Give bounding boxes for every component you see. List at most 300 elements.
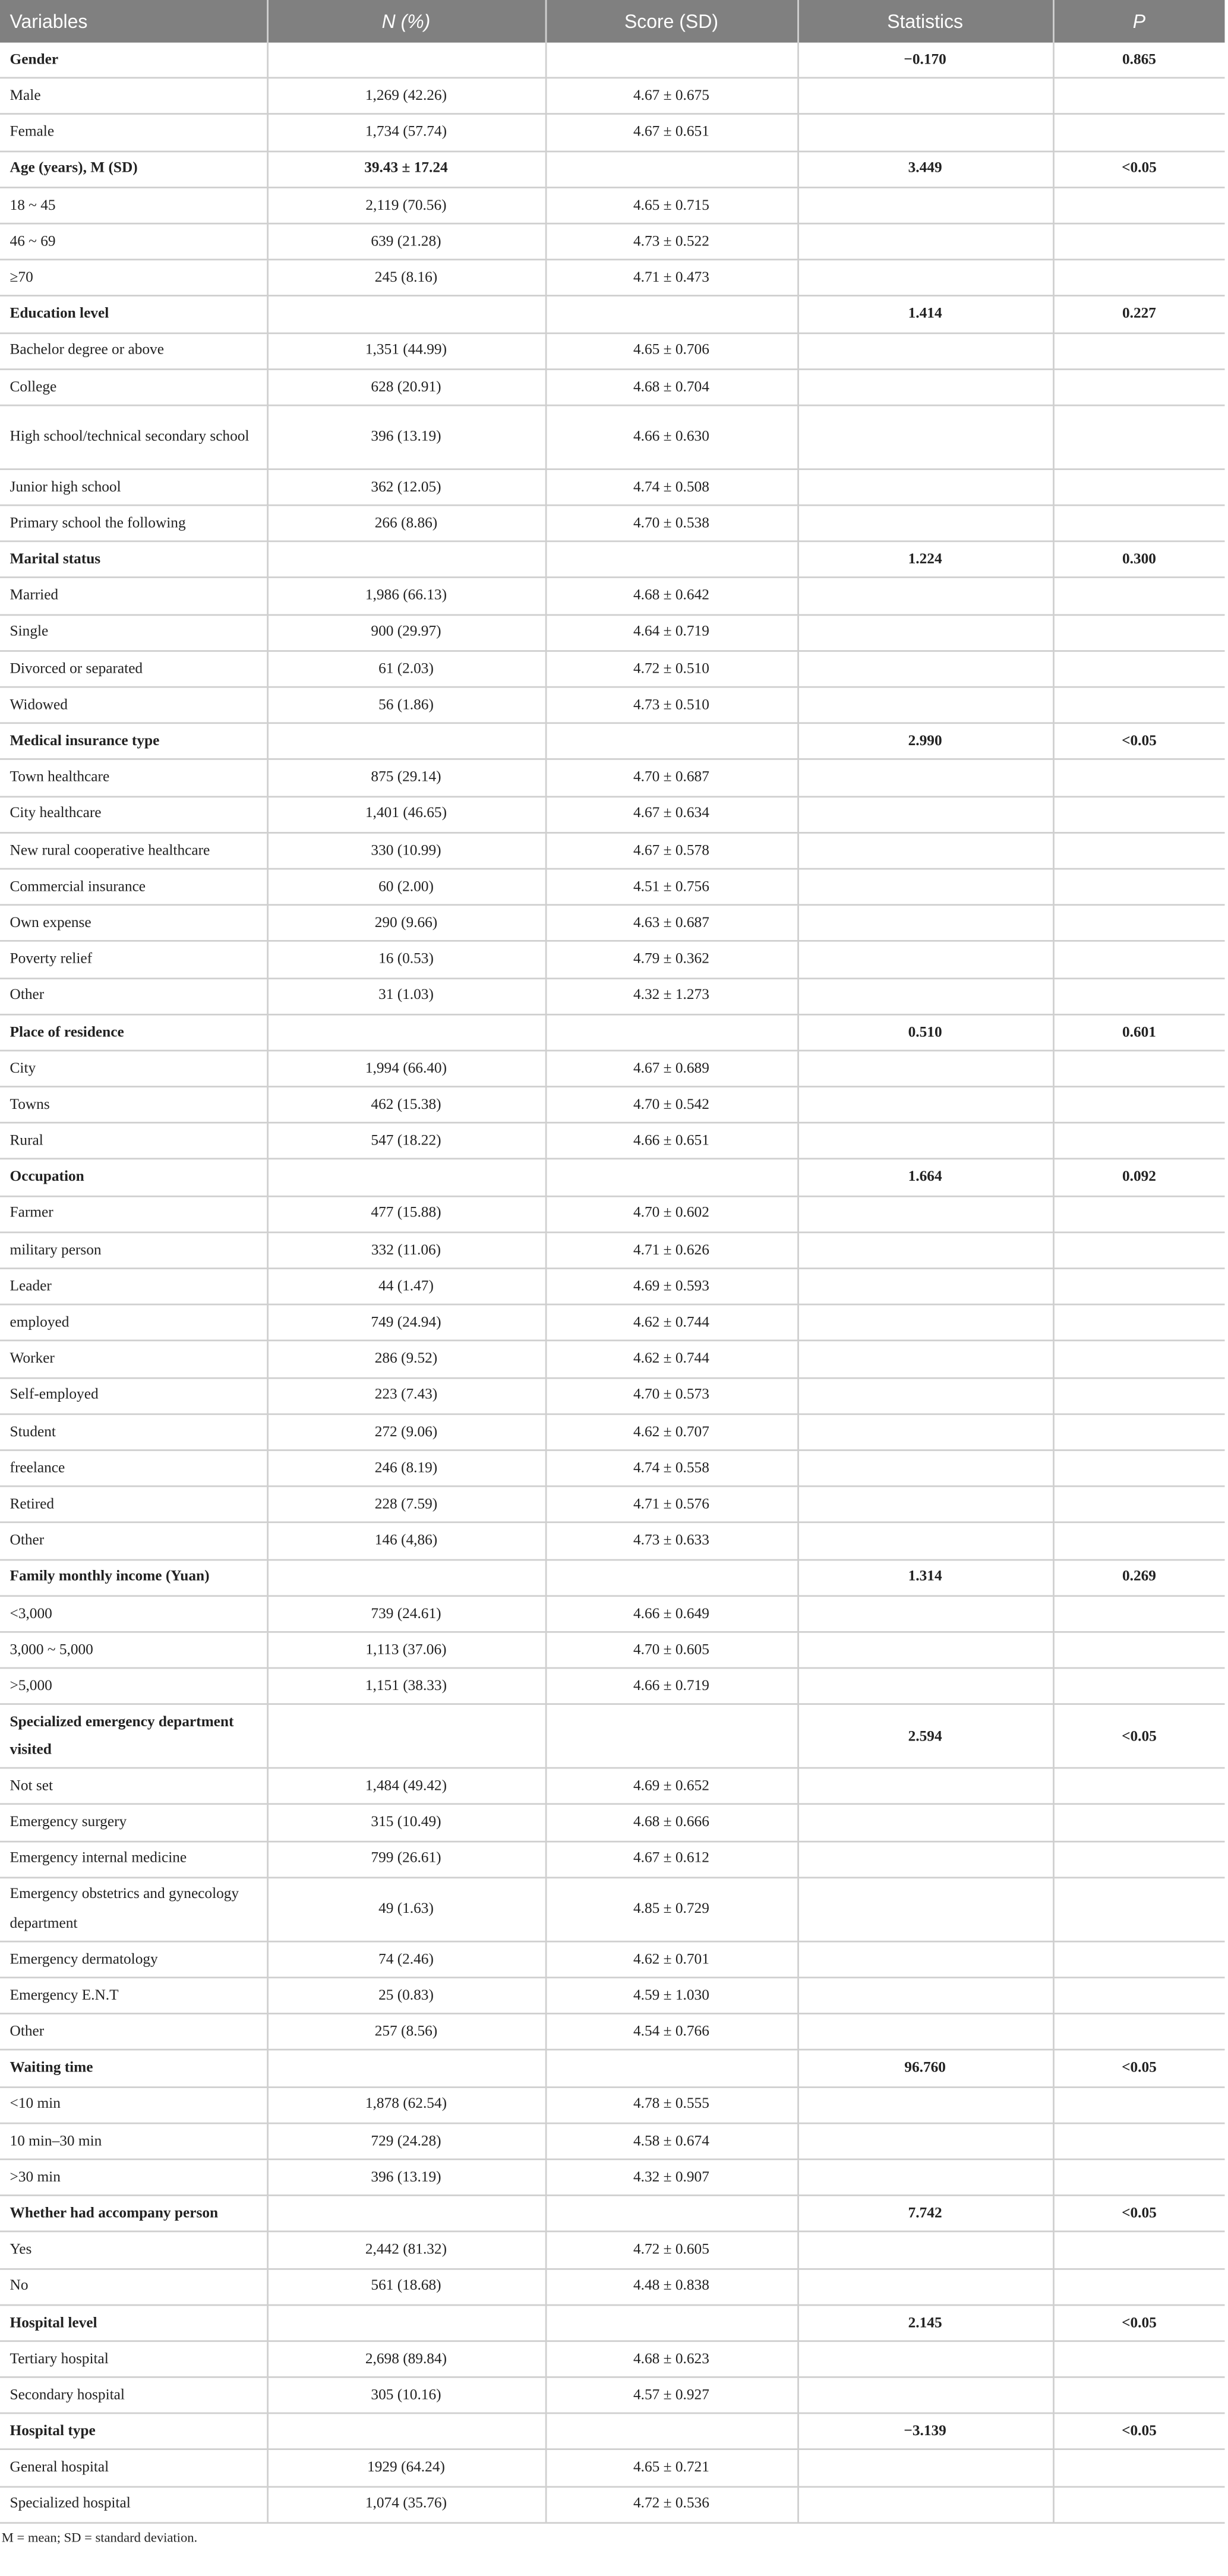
score-cell bbox=[545, 296, 797, 332]
statistics-cell bbox=[797, 2232, 1053, 2268]
variable-cell: Whether had accompany person bbox=[0, 2196, 267, 2232]
score-cell: 4.68 ± 0.666 bbox=[545, 1805, 797, 1841]
score-cell bbox=[545, 43, 797, 78]
variable-cell: High school/technical secondary school bbox=[0, 405, 267, 469]
statistics-cell bbox=[797, 332, 1053, 368]
n-percent-cell: 305 (10.16) bbox=[267, 2378, 545, 2414]
p-value-cell bbox=[1053, 1632, 1224, 1668]
score-cell: 4.62 ± 0.707 bbox=[545, 1414, 797, 1450]
p-value-cell bbox=[1053, 332, 1224, 368]
table-row bbox=[0, 1341, 1224, 1377]
table-row bbox=[0, 1523, 1224, 1559]
score-cell bbox=[545, 2304, 797, 2341]
p-value-cell bbox=[1053, 1596, 1224, 1632]
variable-cell: Emergency obstetrics and gynecology department bbox=[0, 1877, 267, 1941]
n-percent-cell: 477 (15.88) bbox=[267, 1196, 545, 1232]
p-value-cell bbox=[1053, 1523, 1224, 1559]
statistics-cell: 3.449 bbox=[797, 151, 1053, 187]
variable-cell: Hospital level bbox=[0, 2304, 267, 2341]
score-cell bbox=[545, 542, 797, 578]
n-percent-cell: 799 (26.61) bbox=[267, 1841, 545, 1877]
n-percent-cell: 330 (10.99) bbox=[267, 833, 545, 869]
statistics-cell bbox=[797, 1596, 1053, 1632]
statistics-cell bbox=[797, 578, 1053, 614]
score-cell: 4.71 ± 0.576 bbox=[545, 1486, 797, 1522]
table-row bbox=[0, 978, 1224, 1014]
table-group-row bbox=[0, 151, 1224, 187]
p-value-cell bbox=[1053, 687, 1224, 723]
variable-cell: 3,000 ~ 5,000 bbox=[0, 1632, 267, 1668]
score-cell bbox=[545, 2414, 797, 2450]
score-cell: 4.70 ± 0.542 bbox=[545, 1087, 797, 1123]
score-cell bbox=[545, 1559, 797, 1596]
table-row bbox=[0, 1768, 1224, 1805]
n-percent-cell: 1,351 (44.99) bbox=[267, 332, 545, 368]
statistics-cell bbox=[797, 1632, 1053, 1668]
score-cell: 4.62 ± 0.744 bbox=[545, 1341, 797, 1377]
table-row bbox=[0, 905, 1224, 941]
statistics-cell bbox=[797, 941, 1053, 978]
p-value-cell bbox=[1053, 1377, 1224, 1414]
statistics-cell bbox=[797, 1978, 1053, 2014]
variable-cell: Rural bbox=[0, 1123, 267, 1159]
n-percent-cell: 272 (9.06) bbox=[267, 1414, 545, 1450]
n-percent-cell: 1,986 (66.13) bbox=[267, 578, 545, 614]
statistics-cell bbox=[797, 2378, 1053, 2414]
variable-cell: <3,000 bbox=[0, 1596, 267, 1632]
n-percent-cell: 31 (1.03) bbox=[267, 978, 545, 1014]
score-cell: 4.70 ± 0.538 bbox=[545, 505, 797, 541]
p-value-cell bbox=[1053, 796, 1224, 833]
statistics-cell bbox=[797, 796, 1053, 833]
n-percent-cell: 1,401 (46.65) bbox=[267, 796, 545, 833]
n-percent-cell bbox=[267, 1704, 545, 1768]
variable-cell: freelance bbox=[0, 1450, 267, 1486]
variable-cell: Towns bbox=[0, 1087, 267, 1123]
score-cell: 4.67 ± 0.689 bbox=[545, 1051, 797, 1087]
n-percent-cell bbox=[267, 2196, 545, 2232]
header-p-value: P bbox=[1053, 0, 1224, 43]
table-row bbox=[0, 941, 1224, 978]
statistics-cell: 96.760 bbox=[797, 2050, 1053, 2086]
table-row bbox=[0, 1486, 1224, 1522]
statistics-cell bbox=[797, 905, 1053, 941]
score-cell: 4.65 ± 0.721 bbox=[545, 2450, 797, 2486]
score-cell: 4.66 ± 0.649 bbox=[545, 1596, 797, 1632]
score-cell: 4.58 ± 0.674 bbox=[545, 2123, 797, 2159]
table-row bbox=[0, 1377, 1224, 1414]
score-cell: 4.32 ± 0.907 bbox=[545, 2159, 797, 2196]
p-value-cell bbox=[1053, 2159, 1224, 2196]
statistics-cell bbox=[797, 978, 1053, 1014]
variable-cell: No bbox=[0, 2268, 267, 2304]
p-value-cell bbox=[1053, 1486, 1224, 1522]
variable-cell: City bbox=[0, 1051, 267, 1087]
n-percent-cell: 332 (11.06) bbox=[267, 1232, 545, 1268]
n-percent-cell: 223 (7.43) bbox=[267, 1377, 545, 1414]
score-cell bbox=[545, 1704, 797, 1768]
statistics-cell: −3.139 bbox=[797, 2414, 1053, 2450]
p-value-cell bbox=[1053, 1051, 1224, 1087]
p-value-cell bbox=[1053, 1087, 1224, 1123]
statistics-cell: 1.414 bbox=[797, 296, 1053, 332]
n-percent-cell: 25 (0.83) bbox=[267, 1978, 545, 2014]
table-row bbox=[0, 78, 1224, 114]
n-percent-cell: 739 (24.61) bbox=[267, 1596, 545, 1632]
n-percent-cell: 56 (1.86) bbox=[267, 687, 545, 723]
n-percent-cell: 749 (24.94) bbox=[267, 1305, 545, 1341]
table-row bbox=[0, 505, 1224, 541]
table-group-row bbox=[0, 1159, 1224, 1196]
score-cell: 4.59 ± 1.030 bbox=[545, 1978, 797, 2014]
p-value-cell bbox=[1053, 2014, 1224, 2050]
score-cell: 4.74 ± 0.508 bbox=[545, 469, 797, 505]
n-percent-cell bbox=[267, 1014, 545, 1050]
statistics-cell bbox=[797, 1768, 1053, 1805]
header-n-percent: N (%) bbox=[267, 0, 545, 43]
statistics-cell bbox=[797, 469, 1053, 505]
p-value-cell bbox=[1053, 187, 1224, 223]
p-value-cell bbox=[1053, 2486, 1224, 2523]
variable-cell: Other bbox=[0, 978, 267, 1014]
p-value-cell bbox=[1053, 651, 1224, 687]
table-row bbox=[0, 469, 1224, 505]
table-row bbox=[0, 1196, 1224, 1232]
n-percent-cell: 257 (8.56) bbox=[267, 2014, 545, 2050]
n-percent-cell: 1,269 (42.26) bbox=[267, 78, 545, 114]
n-percent-cell: 628 (20.91) bbox=[267, 369, 545, 405]
score-cell: 4.62 ± 0.744 bbox=[545, 1305, 797, 1341]
statistics-cell bbox=[797, 2159, 1053, 2196]
table-row bbox=[0, 1978, 1224, 2014]
header-statistics: Statistics bbox=[797, 0, 1053, 43]
n-percent-cell: 462 (15.38) bbox=[267, 1087, 545, 1123]
variable-cell: Female bbox=[0, 115, 267, 151]
statistics-cell bbox=[797, 1805, 1053, 1841]
table-row bbox=[0, 578, 1224, 614]
n-percent-cell bbox=[267, 2050, 545, 2086]
p-value-cell bbox=[1053, 759, 1224, 796]
statistics-cell bbox=[797, 2486, 1053, 2523]
variable-cell: Tertiary hospital bbox=[0, 2341, 267, 2377]
variable-cell: Family monthly income (Yuan) bbox=[0, 1559, 267, 1596]
n-percent-cell: 246 (8.19) bbox=[267, 1450, 545, 1486]
score-cell: 4.48 ± 0.838 bbox=[545, 2268, 797, 2304]
n-percent-cell: 729 (24.28) bbox=[267, 2123, 545, 2159]
table-row bbox=[0, 1632, 1224, 1668]
table-row bbox=[0, 1269, 1224, 1305]
p-value-cell bbox=[1053, 115, 1224, 151]
n-percent-cell: 2,119 (70.56) bbox=[267, 187, 545, 223]
variable-cell: Other bbox=[0, 2014, 267, 2050]
p-value-cell: <0.05 bbox=[1053, 1704, 1224, 1768]
p-value-cell: 0.227 bbox=[1053, 296, 1224, 332]
n-percent-cell bbox=[267, 296, 545, 332]
n-percent-cell: 1,151 (38.33) bbox=[267, 1668, 545, 1704]
score-cell: 4.72 ± 0.605 bbox=[545, 2232, 797, 2268]
p-value-cell bbox=[1053, 2341, 1224, 2377]
variable-cell: Junior high school bbox=[0, 469, 267, 505]
variable-cell: Commercial insurance bbox=[0, 869, 267, 905]
table-row bbox=[0, 1123, 1224, 1159]
score-cell: 4.85 ± 0.729 bbox=[545, 1877, 797, 1941]
p-value-cell bbox=[1053, 2450, 1224, 2486]
n-percent-cell bbox=[267, 1159, 545, 1196]
variable-cell: ≥70 bbox=[0, 260, 267, 296]
statistics-cell bbox=[797, 869, 1053, 905]
statistics-cell bbox=[797, 2341, 1053, 2377]
p-value-cell bbox=[1053, 369, 1224, 405]
score-cell: 4.70 ± 0.602 bbox=[545, 1196, 797, 1232]
score-cell: 4.54 ± 0.766 bbox=[545, 2014, 797, 2050]
table-body bbox=[0, 43, 1224, 2523]
score-cell: 4.73 ± 0.522 bbox=[545, 223, 797, 260]
p-value-cell bbox=[1053, 469, 1224, 505]
statistics-cell bbox=[797, 2123, 1053, 2159]
statistics-cell bbox=[797, 1196, 1053, 1232]
n-percent-cell: 547 (18.22) bbox=[267, 1123, 545, 1159]
n-percent-cell: 2,442 (81.32) bbox=[267, 2232, 545, 2268]
p-value-cell: <0.05 bbox=[1053, 2050, 1224, 2086]
score-cell: 4.67 ± 0.651 bbox=[545, 115, 797, 151]
n-percent-cell: 1,994 (66.40) bbox=[267, 1051, 545, 1087]
statistics-cell bbox=[797, 1051, 1053, 1087]
statistics-cell: 2.990 bbox=[797, 723, 1053, 759]
table-row bbox=[0, 2123, 1224, 2159]
score-cell: 4.66 ± 0.630 bbox=[545, 405, 797, 469]
variable-cell: Age (years), M (SD) bbox=[0, 151, 267, 187]
score-cell: 4.32 ± 1.273 bbox=[545, 978, 797, 1014]
variable-cell: Student bbox=[0, 1414, 267, 1450]
table-row bbox=[0, 1087, 1224, 1123]
score-cell: 4.69 ± 0.593 bbox=[545, 1269, 797, 1305]
statistics-cell bbox=[797, 1123, 1053, 1159]
score-cell: 4.78 ± 0.555 bbox=[545, 2086, 797, 2123]
p-value-cell bbox=[1053, 1668, 1224, 1704]
p-value-cell: 0.865 bbox=[1053, 43, 1224, 78]
p-value-cell bbox=[1053, 905, 1224, 941]
n-percent-cell: 266 (8.86) bbox=[267, 505, 545, 541]
p-value-cell bbox=[1053, 978, 1224, 1014]
score-cell: 4.73 ± 0.633 bbox=[545, 1523, 797, 1559]
statistics-cell bbox=[797, 1341, 1053, 1377]
variable-cell: City healthcare bbox=[0, 796, 267, 833]
statistics-cell bbox=[797, 1269, 1053, 1305]
p-value-cell bbox=[1053, 578, 1224, 614]
p-value-cell: 0.269 bbox=[1053, 1559, 1224, 1596]
p-value-cell: <0.05 bbox=[1053, 2304, 1224, 2341]
statistics-cell bbox=[797, 1377, 1053, 1414]
variable-cell: Emergency internal medicine bbox=[0, 1841, 267, 1877]
table-group-row bbox=[0, 2304, 1224, 2341]
variable-cell: Waiting time bbox=[0, 2050, 267, 2086]
p-value-cell bbox=[1053, 1341, 1224, 1377]
p-value-cell bbox=[1053, 1805, 1224, 1841]
p-value-cell: 0.601 bbox=[1053, 1014, 1224, 1050]
n-percent-cell: 245 (8.16) bbox=[267, 260, 545, 296]
score-cell bbox=[545, 1014, 797, 1050]
table-row bbox=[0, 1450, 1224, 1486]
statistics-cell bbox=[797, 1941, 1053, 1978]
n-percent-cell bbox=[267, 2304, 545, 2341]
score-cell: 4.51 ± 0.756 bbox=[545, 869, 797, 905]
p-value-cell: <0.05 bbox=[1053, 2414, 1224, 2450]
score-cell bbox=[545, 2196, 797, 2232]
statistics-cell bbox=[797, 260, 1053, 296]
table-group-row bbox=[0, 723, 1224, 759]
p-value-cell bbox=[1053, 405, 1224, 469]
variable-cell: <10 min bbox=[0, 2086, 267, 2123]
statistics-cell bbox=[797, 187, 1053, 223]
statistics-cell bbox=[797, 405, 1053, 469]
score-cell: 4.65 ± 0.715 bbox=[545, 187, 797, 223]
variable-cell: Self-employed bbox=[0, 1377, 267, 1414]
n-percent-cell bbox=[267, 723, 545, 759]
n-percent-cell: 1,878 (62.54) bbox=[267, 2086, 545, 2123]
variable-cell: employed bbox=[0, 1305, 267, 1341]
table-row bbox=[0, 2232, 1224, 2268]
table-group-row bbox=[0, 1704, 1224, 1768]
table-row bbox=[0, 1941, 1224, 1978]
table-row bbox=[0, 2378, 1224, 2414]
n-percent-cell: 561 (18.68) bbox=[267, 2268, 545, 2304]
n-percent-cell: 639 (21.28) bbox=[267, 223, 545, 260]
n-percent-cell: 1929 (64.24) bbox=[267, 2450, 545, 2486]
statistics-cell bbox=[797, 505, 1053, 541]
variable-cell: Leader bbox=[0, 1269, 267, 1305]
table-row bbox=[0, 1596, 1224, 1632]
score-cell: 4.62 ± 0.701 bbox=[545, 1941, 797, 1978]
variable-cell: Own expense bbox=[0, 905, 267, 941]
table-row bbox=[0, 332, 1224, 368]
statistics-cell bbox=[797, 2450, 1053, 2486]
score-cell: 4.64 ± 0.719 bbox=[545, 614, 797, 651]
variable-cell: Divorced or separated bbox=[0, 651, 267, 687]
score-cell: 4.68 ± 0.704 bbox=[545, 369, 797, 405]
p-value-cell bbox=[1053, 941, 1224, 978]
variable-cell: Emergency E.N.T bbox=[0, 1978, 267, 2014]
n-percent-cell: 61 (2.03) bbox=[267, 651, 545, 687]
table-group-row bbox=[0, 542, 1224, 578]
statistics-cell bbox=[797, 651, 1053, 687]
statistics-cell: 2.594 bbox=[797, 1704, 1053, 1768]
table-group-row bbox=[0, 2050, 1224, 2086]
table-row bbox=[0, 651, 1224, 687]
p-value-cell bbox=[1053, 505, 1224, 541]
p-value-cell bbox=[1053, 2232, 1224, 2268]
statistics-cell bbox=[797, 759, 1053, 796]
table-row bbox=[0, 187, 1224, 223]
variable-cell: Male bbox=[0, 78, 267, 114]
variable-cell: Married bbox=[0, 578, 267, 614]
statistics-cell bbox=[797, 687, 1053, 723]
p-value-cell bbox=[1053, 2123, 1224, 2159]
variable-cell: Not set bbox=[0, 1768, 267, 1805]
variable-cell: Emergency dermatology bbox=[0, 1941, 267, 1978]
n-percent-cell: 74 (2.46) bbox=[267, 1941, 545, 1978]
table-group-row bbox=[0, 1559, 1224, 1596]
n-percent-cell: 875 (29.14) bbox=[267, 759, 545, 796]
p-value-cell bbox=[1053, 1841, 1224, 1877]
variable-cell: Hospital type bbox=[0, 2414, 267, 2450]
statistics-cell: 1.224 bbox=[797, 542, 1053, 578]
statistics-cell bbox=[797, 833, 1053, 869]
statistics-cell bbox=[797, 1877, 1053, 1941]
p-value-cell: <0.05 bbox=[1053, 723, 1224, 759]
variable-cell: Marital status bbox=[0, 542, 267, 578]
p-value-cell bbox=[1053, 1123, 1224, 1159]
statistics-cell bbox=[797, 1486, 1053, 1522]
score-cell: 4.72 ± 0.510 bbox=[545, 651, 797, 687]
variable-cell: Primary school the following bbox=[0, 505, 267, 541]
header-row bbox=[0, 0, 1224, 43]
score-cell: 4.65 ± 0.706 bbox=[545, 332, 797, 368]
table-row bbox=[0, 759, 1224, 796]
p-value-cell bbox=[1053, 614, 1224, 651]
table-group-row bbox=[0, 2196, 1224, 2232]
table-row bbox=[0, 833, 1224, 869]
p-value-cell bbox=[1053, 1450, 1224, 1486]
variable-cell: Occupation bbox=[0, 1159, 267, 1196]
table-row bbox=[0, 614, 1224, 651]
table-row bbox=[0, 796, 1224, 833]
table-group-row bbox=[0, 1014, 1224, 1050]
table-row bbox=[0, 2486, 1224, 2523]
p-value-cell bbox=[1053, 1269, 1224, 1305]
statistics-cell bbox=[797, 115, 1053, 151]
table-row bbox=[0, 369, 1224, 405]
table-row bbox=[0, 115, 1224, 151]
score-cell: 4.72 ± 0.536 bbox=[545, 2486, 797, 2523]
variable-cell: Worker bbox=[0, 1341, 267, 1377]
variable-cell: military person bbox=[0, 1232, 267, 1268]
variable-cell: Retired bbox=[0, 1486, 267, 1522]
score-cell: 4.70 ± 0.687 bbox=[545, 759, 797, 796]
p-value-cell bbox=[1053, 1414, 1224, 1450]
table-group-row bbox=[0, 43, 1224, 78]
score-cell: 4.66 ± 0.719 bbox=[545, 1668, 797, 1704]
score-cell: 4.66 ± 0.651 bbox=[545, 1123, 797, 1159]
statistics-cell: 2.145 bbox=[797, 2304, 1053, 2341]
p-value-cell bbox=[1053, 1232, 1224, 1268]
p-value-cell bbox=[1053, 223, 1224, 260]
n-percent-cell: 396 (13.19) bbox=[267, 2159, 545, 2196]
statistics-cell bbox=[797, 1232, 1053, 1268]
variable-cell: Yes bbox=[0, 2232, 267, 2268]
n-percent-cell: 1,113 (37.06) bbox=[267, 1632, 545, 1668]
score-cell bbox=[545, 151, 797, 187]
variable-cell: Widowed bbox=[0, 687, 267, 723]
statistics-cell bbox=[797, 2014, 1053, 2050]
p-value-cell: <0.05 bbox=[1053, 151, 1224, 187]
table-row bbox=[0, 405, 1224, 469]
statistics-cell: 1.664 bbox=[797, 1159, 1053, 1196]
table-row bbox=[0, 1877, 1224, 1941]
score-cell bbox=[545, 1159, 797, 1196]
variable-cell: Poverty relief bbox=[0, 941, 267, 978]
n-percent-cell bbox=[267, 542, 545, 578]
n-percent-cell: 228 (7.59) bbox=[267, 1486, 545, 1522]
n-percent-cell: 44 (1.47) bbox=[267, 1269, 545, 1305]
p-value-cell bbox=[1053, 1941, 1224, 1978]
score-cell: 4.74 ± 0.558 bbox=[545, 1450, 797, 1486]
p-value-cell bbox=[1053, 1196, 1224, 1232]
score-cell: 4.68 ± 0.642 bbox=[545, 578, 797, 614]
p-value-cell bbox=[1053, 2086, 1224, 2123]
variable-cell: >5,000 bbox=[0, 1668, 267, 1704]
n-percent-cell: 396 (13.19) bbox=[267, 405, 545, 469]
variable-cell: Medical insurance type bbox=[0, 723, 267, 759]
